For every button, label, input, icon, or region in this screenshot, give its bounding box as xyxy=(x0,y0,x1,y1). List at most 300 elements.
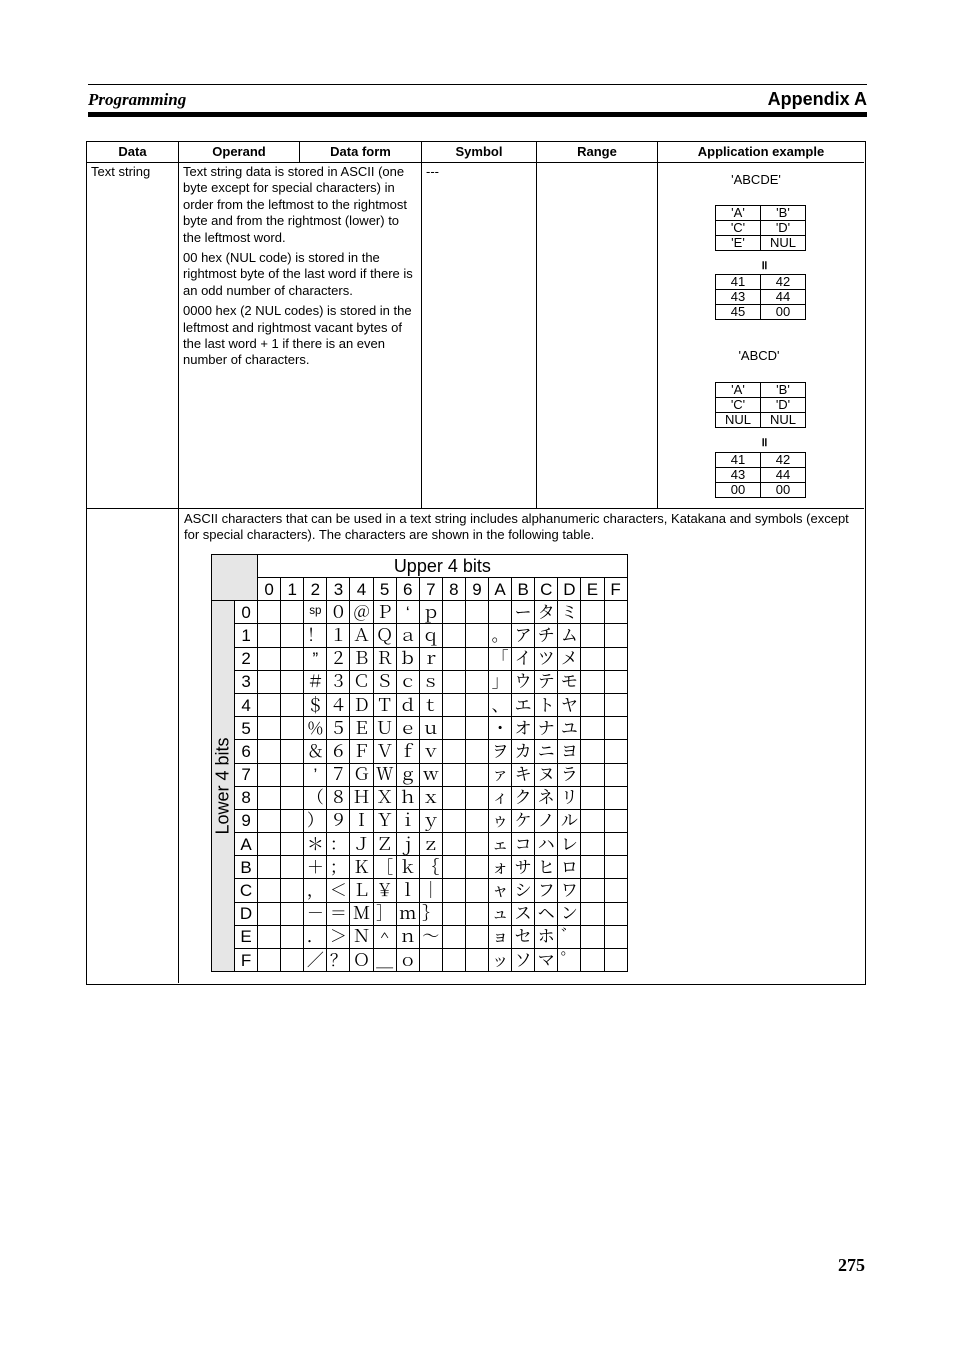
ascii-cell: ｑ xyxy=(419,624,442,647)
ascii-cell: ｕ xyxy=(419,717,442,740)
ascii-cell: ４ xyxy=(327,693,350,716)
equivalence-mark: ॥ xyxy=(760,258,768,272)
ascii-cell xyxy=(258,693,281,716)
ascii-cell: ム xyxy=(558,624,581,647)
ascii-cell xyxy=(258,925,281,948)
upper-bit-header: F xyxy=(604,578,627,601)
ascii-cell: ｖ xyxy=(419,740,442,763)
ascii-cell xyxy=(465,717,488,740)
operand-table xyxy=(86,141,866,985)
ascii-cell xyxy=(258,809,281,832)
ascii-cell: Ｚ xyxy=(373,833,396,856)
ascii-cell: ヌ xyxy=(535,763,558,786)
ascii-cell xyxy=(258,601,281,624)
ascii-cell xyxy=(281,902,304,925)
ascii-cell xyxy=(581,624,604,647)
ascii-cell: ネ xyxy=(535,786,558,809)
ascii-cell: チ xyxy=(535,624,558,647)
ascii-cell xyxy=(281,693,304,716)
ascii-cell: ウ xyxy=(512,670,535,693)
mini-cell: 'B' xyxy=(761,383,806,398)
header-rule-top xyxy=(88,84,867,85)
ascii-cell: Ｂ xyxy=(350,647,373,670)
ascii-cell xyxy=(442,902,465,925)
ascii-cell: ｓ xyxy=(419,670,442,693)
data-type-cell: Text string xyxy=(91,164,151,179)
col-divider xyxy=(657,142,658,508)
ascii-cell: ｋ xyxy=(396,856,419,879)
ascii-cell xyxy=(581,601,604,624)
ascii-cell: リ xyxy=(558,786,581,809)
ascii-cell xyxy=(581,670,604,693)
ascii-cell: ナ xyxy=(535,717,558,740)
ascii-cell: － xyxy=(304,902,327,925)
ascii-cell: カ xyxy=(512,740,535,763)
lower-bit-header: 1 xyxy=(235,624,258,647)
ascii-cell xyxy=(281,949,304,972)
example-abcde-hex xyxy=(715,274,806,320)
ascii-row xyxy=(212,925,628,948)
ascii-cell xyxy=(442,717,465,740)
ascii-row xyxy=(212,879,628,902)
ascii-cell: Ｒ xyxy=(373,647,396,670)
lower-bit-header: 2 xyxy=(235,647,258,670)
ascii-cell xyxy=(581,833,604,856)
ascii-cell: Ａ xyxy=(350,624,373,647)
upper-bit-header: 5 xyxy=(373,578,396,601)
lower-bit-header: 8 xyxy=(235,786,258,809)
ascii-cell xyxy=(604,624,627,647)
ascii-cell: Ｎ xyxy=(350,925,373,948)
ascii-cell: ２ xyxy=(327,647,350,670)
ascii-cell: ェ xyxy=(489,833,512,856)
upper-bit-header: 2 xyxy=(304,578,327,601)
ascii-cell: ｏ xyxy=(396,949,419,972)
description-paragraph: 00 hex (NUL code) is stored in the rightmost byte of the last word if there is an odd number of characters. xyxy=(183,250,413,298)
header-application-example: Application example xyxy=(697,144,825,159)
ascii-cell: ｒ xyxy=(419,647,442,670)
mini-cell: 'A' xyxy=(716,206,761,221)
ascii-row xyxy=(212,833,628,856)
ascii-cell: ュ xyxy=(489,902,512,925)
ascii-cell: ィ xyxy=(489,786,512,809)
lower-bit-header: 9 xyxy=(235,809,258,832)
ascii-cell: ｝ xyxy=(419,902,442,925)
ascii-cell: ￥ xyxy=(373,879,396,902)
example-abcde-chars xyxy=(715,205,806,251)
ascii-cell xyxy=(258,856,281,879)
ascii-cell: ゥ xyxy=(489,809,512,832)
ascii-cell xyxy=(604,786,627,809)
ascii-cell: ｙ xyxy=(419,809,442,832)
ascii-cell: ｉ xyxy=(396,809,419,832)
ascii-cell: Ｗ xyxy=(373,763,396,786)
upper-bit-header: D xyxy=(558,578,581,601)
ascii-cell: ・ xyxy=(489,717,512,740)
ascii-cell xyxy=(581,925,604,948)
ascii-cell xyxy=(604,670,627,693)
example-label-abcd: 'ABCD' xyxy=(738,348,780,363)
mini-cell: 'C' xyxy=(716,398,761,413)
equivalence-mark: ॥ xyxy=(760,435,768,449)
ascii-cell: Ｐ xyxy=(373,601,396,624)
ascii-cell: ｗ xyxy=(419,763,442,786)
example-label-abcde: 'ABCDE' xyxy=(731,172,781,187)
ascii-cell xyxy=(258,902,281,925)
ascii-cell xyxy=(581,809,604,832)
ascii-cell: 」 xyxy=(489,670,512,693)
ascii-cell: ］ xyxy=(373,902,396,925)
ascii-cell xyxy=(258,949,281,972)
lower-bit-header: 0 xyxy=(235,601,258,624)
ascii-cell: コ xyxy=(512,833,535,856)
ascii-cell xyxy=(465,601,488,624)
ascii-cell: １ xyxy=(327,624,350,647)
ascii-row xyxy=(212,763,628,786)
ascii-cell: 、 xyxy=(489,693,512,716)
ascii-cell: ＿ xyxy=(373,949,396,972)
col-divider xyxy=(421,142,422,508)
ascii-cell xyxy=(465,786,488,809)
mini-cell: 'B' xyxy=(761,206,806,221)
ascii-cell: ＃ xyxy=(304,670,327,693)
ascii-cell: ニ xyxy=(535,740,558,763)
row-divider xyxy=(87,508,864,509)
ascii-cell: ９ xyxy=(327,809,350,832)
ascii-character-table xyxy=(211,554,628,972)
ascii-cell: ン xyxy=(558,902,581,925)
ascii-cell xyxy=(281,856,304,879)
ascii-cell: ア xyxy=(512,624,535,647)
ascii-cell: モ xyxy=(558,670,581,693)
ascii-cell: ＠ xyxy=(350,601,373,624)
ascii-cell xyxy=(442,856,465,879)
ascii-intro-text: ASCII characters that can be used in a text string includes alphanumeric characters, Katakana and symbols (except for special characters). The characters are shown in the following table. xyxy=(184,511,849,543)
example-abcd-hex xyxy=(715,452,806,498)
ascii-cell xyxy=(442,670,465,693)
ascii-cell: ８ xyxy=(327,786,350,809)
upper-bit-header: 4 xyxy=(350,578,373,601)
ascii-cell: ３ xyxy=(327,670,350,693)
ascii-cell: 「 xyxy=(489,647,512,670)
mini-cell: 'D' xyxy=(761,398,806,413)
lower-bit-header: 3 xyxy=(235,670,258,693)
ascii-cell: ｍ xyxy=(396,902,419,925)
ascii-cell xyxy=(281,647,304,670)
ascii-cell: ー xyxy=(512,601,535,624)
ascii-cell: ｈ xyxy=(396,786,419,809)
ascii-cell: Ｘ xyxy=(373,786,396,809)
ascii-cell: ユ xyxy=(558,717,581,740)
ascii-row xyxy=(212,624,628,647)
ascii-cell xyxy=(465,809,488,832)
ascii-cell xyxy=(281,740,304,763)
upper-bit-header: A xyxy=(489,578,512,601)
ascii-cell xyxy=(604,856,627,879)
mini-cell: 45 xyxy=(716,305,761,320)
lower-bit-header: F xyxy=(235,949,258,972)
upper-bit-header: 6 xyxy=(396,578,419,601)
ascii-cell: ラ xyxy=(558,763,581,786)
table-corner xyxy=(212,555,258,601)
ascii-cell: ケ xyxy=(512,809,535,832)
lower-bit-header: 5 xyxy=(235,717,258,740)
ascii-cell: Ｔ xyxy=(373,693,396,716)
ascii-cell xyxy=(442,879,465,902)
lower-bit-header: A xyxy=(235,833,258,856)
ascii-cell xyxy=(442,809,465,832)
ascii-cell: ５ xyxy=(327,717,350,740)
col-divider xyxy=(536,142,537,508)
ascii-cell: ？ xyxy=(327,949,350,972)
ascii-cell: Ｄ xyxy=(350,693,373,716)
ascii-cell: ｆ xyxy=(396,740,419,763)
ascii-cell xyxy=(258,717,281,740)
ascii-cell: ０ xyxy=(327,601,350,624)
ascii-cell xyxy=(604,879,627,902)
ascii-cell xyxy=(604,925,627,948)
ascii-cell: ． xyxy=(304,925,327,948)
ascii-cell: ｚ xyxy=(419,833,442,856)
ascii-cell xyxy=(604,717,627,740)
ascii-cell: Ｊ xyxy=(350,833,373,856)
lower-bits-label-cell xyxy=(212,601,235,972)
ascii-cell: キ xyxy=(512,763,535,786)
lower-bit-header: 7 xyxy=(235,763,258,786)
ascii-cell: ／ xyxy=(304,949,327,972)
ascii-cell: Ｅ xyxy=(350,717,373,740)
ascii-cell: マ xyxy=(535,949,558,972)
ascii-cell: フ xyxy=(535,879,558,902)
ascii-cell: ＋ xyxy=(304,856,327,879)
ascii-cell: Ｓ xyxy=(373,670,396,693)
ascii-cell: ョ xyxy=(489,925,512,948)
ascii-row xyxy=(212,601,628,624)
ascii-row xyxy=(212,786,628,809)
ascii-cell xyxy=(258,786,281,809)
ascii-cell: Ｆ xyxy=(350,740,373,763)
ascii-row xyxy=(212,717,628,740)
mini-cell: 44 xyxy=(761,468,806,483)
ascii-cell: Ｌ xyxy=(350,879,373,902)
ascii-cell: （ xyxy=(304,786,327,809)
mini-cell: 41 xyxy=(716,453,761,468)
ascii-cell xyxy=(442,647,465,670)
mini-cell: 43 xyxy=(716,468,761,483)
ascii-cell xyxy=(581,879,604,902)
ascii-cell: テ xyxy=(535,670,558,693)
ascii-cell: ＊ xyxy=(304,833,327,856)
ascii-cell: ｌ xyxy=(396,879,419,902)
ascii-cell: ゜ xyxy=(558,949,581,972)
ascii-cell: ％ xyxy=(304,717,327,740)
ascii-cell: レ xyxy=(558,833,581,856)
header-data: Data xyxy=(118,144,147,159)
ascii-cell: ｎ xyxy=(396,925,419,948)
mini-cell: NUL xyxy=(716,413,761,428)
ascii-cell: ｐ xyxy=(419,601,442,624)
ascii-row xyxy=(212,902,628,925)
appendix-title: Appendix A xyxy=(767,89,867,109)
ascii-cell: ッ xyxy=(489,949,512,972)
ascii-cell: Ｖ xyxy=(373,740,396,763)
ascii-cell xyxy=(581,786,604,809)
ascii-cell xyxy=(581,693,604,716)
ascii-cell: ァ xyxy=(489,763,512,786)
ascii-cell: ” xyxy=(304,647,327,670)
mini-cell: 42 xyxy=(761,275,806,290)
ascii-cell xyxy=(281,601,304,624)
ascii-cell: ス xyxy=(512,902,535,925)
ascii-cell: ！ xyxy=(304,624,327,647)
upper-bit-header: E xyxy=(581,578,604,601)
upper-bit-header: 9 xyxy=(465,578,488,601)
ascii-cell xyxy=(442,740,465,763)
ascii-cell: ‘ xyxy=(396,601,419,624)
col-divider xyxy=(178,142,179,983)
ascii-cell: ト xyxy=(535,693,558,716)
ascii-cell xyxy=(581,763,604,786)
ascii-cell: イ xyxy=(512,647,535,670)
ascii-cell xyxy=(581,647,604,670)
ascii-cell xyxy=(604,902,627,925)
ascii-cell: Ｃ xyxy=(350,670,373,693)
description-paragraph: 0000 hex (2 NUL codes) is stored in the leftmost and rightmost vacant bytes of the last word + 1 if there is an even number of characters. xyxy=(183,303,412,368)
ascii-cell xyxy=(604,740,627,763)
ascii-cell xyxy=(465,647,488,670)
ascii-cell xyxy=(258,879,281,902)
mini-cell: NUL xyxy=(761,236,806,251)
ascii-cell: ： xyxy=(327,833,350,856)
ascii-cell xyxy=(442,763,465,786)
ascii-cell: ノ xyxy=(535,809,558,832)
ascii-cell xyxy=(281,879,304,902)
description-paragraph: Text string data is stored in ASCII (one byte except for special characters) in order from the leftmost to the rightmost byte and from the rightmost (lower) to the leftmost word. xyxy=(183,164,407,245)
ascii-cell xyxy=(281,763,304,786)
ascii-cell: ［ xyxy=(373,856,396,879)
ascii-cell: ６ xyxy=(327,740,350,763)
lower-bits-label: Lower 4 bits xyxy=(212,737,233,835)
ascii-cell xyxy=(465,856,488,879)
ascii-cell xyxy=(465,949,488,972)
mini-cell: 41 xyxy=(716,275,761,290)
mini-cell: 00 xyxy=(761,305,806,320)
ascii-cell xyxy=(442,693,465,716)
ascii-cell: ａ xyxy=(396,624,419,647)
ascii-cell: ゛ xyxy=(558,925,581,948)
ascii-cell xyxy=(442,624,465,647)
ascii-cell: ｃ xyxy=(396,670,419,693)
ascii-row xyxy=(212,856,628,879)
ascii-cell xyxy=(465,740,488,763)
ascii-cell: 。 xyxy=(489,624,512,647)
ascii-cell xyxy=(581,717,604,740)
upper-bit-header: 8 xyxy=(442,578,465,601)
ascii-cell: ＾ xyxy=(373,925,396,948)
mini-cell: 'C' xyxy=(716,221,761,236)
ascii-cell xyxy=(465,879,488,902)
ascii-cell: ｘ xyxy=(419,786,442,809)
mini-cell: 00 xyxy=(761,483,806,498)
ascii-cell: ヲ xyxy=(489,740,512,763)
ascii-cell xyxy=(465,902,488,925)
ascii-cell: Ｍ xyxy=(350,902,373,925)
ascii-cell xyxy=(258,763,281,786)
ascii-cell: ｔ xyxy=(419,693,442,716)
ascii-cell xyxy=(489,601,512,624)
lower-bit-header: 6 xyxy=(235,740,258,763)
ascii-cell: ｛ xyxy=(419,856,442,879)
ascii-cell xyxy=(465,833,488,856)
ascii-cell: ＝ xyxy=(327,902,350,925)
ascii-cell: Ｈ xyxy=(350,786,373,809)
ascii-cell: ミ xyxy=(558,601,581,624)
ascii-cell: シ xyxy=(512,879,535,902)
ascii-cell xyxy=(604,647,627,670)
ascii-cell: オ xyxy=(512,717,535,740)
ascii-cell: ワ xyxy=(558,879,581,902)
ascii-cell: ヤ xyxy=(558,693,581,716)
section-title: Programming xyxy=(88,90,187,109)
ascii-cell xyxy=(419,949,442,972)
ascii-row xyxy=(212,809,628,832)
mini-cell: 42 xyxy=(761,453,806,468)
ascii-cell: ヨ xyxy=(558,740,581,763)
ascii-cell xyxy=(604,763,627,786)
ascii-cell: ｄ xyxy=(396,693,419,716)
ascii-cell xyxy=(465,925,488,948)
mini-cell: 43 xyxy=(716,290,761,305)
ascii-cell xyxy=(258,624,281,647)
ascii-cell: ヘ xyxy=(535,902,558,925)
ascii-cell: ｂ xyxy=(396,647,419,670)
ascii-row xyxy=(212,740,628,763)
header-operand: Operand xyxy=(212,144,266,159)
ascii-cell: ＜ xyxy=(327,879,350,902)
ascii-cell xyxy=(465,693,488,716)
ascii-cell xyxy=(604,809,627,832)
ascii-cell: セ xyxy=(512,925,535,948)
ascii-row xyxy=(212,693,628,716)
ascii-cell: ル xyxy=(558,809,581,832)
ascii-cell: Ｉ xyxy=(350,809,373,832)
ascii-cell xyxy=(442,601,465,624)
ascii-cell xyxy=(258,647,281,670)
ascii-cell xyxy=(442,925,465,948)
row-divider xyxy=(87,162,864,163)
ascii-row xyxy=(212,647,628,670)
ascii-cell: エ xyxy=(512,693,535,716)
ascii-cell: サ xyxy=(512,856,535,879)
ascii-cell xyxy=(442,786,465,809)
ascii-cell: ｅ xyxy=(396,717,419,740)
ascii-cell xyxy=(581,902,604,925)
ascii-cell: ツ xyxy=(535,647,558,670)
ascii-cell xyxy=(465,670,488,693)
ascii-cell xyxy=(581,856,604,879)
ascii-cell: ホ xyxy=(535,925,558,948)
mini-cell: 'A' xyxy=(716,383,761,398)
ascii-cell xyxy=(442,833,465,856)
upper-bit-header: 3 xyxy=(327,578,350,601)
ascii-cell xyxy=(442,949,465,972)
ascii-cell: ７ xyxy=(327,763,350,786)
mini-cell: 44 xyxy=(761,290,806,305)
ascii-cell: ， xyxy=(304,879,327,902)
header-rule-bottom xyxy=(88,112,867,117)
lower-bit-header: 4 xyxy=(235,693,258,716)
ascii-cell xyxy=(281,670,304,693)
